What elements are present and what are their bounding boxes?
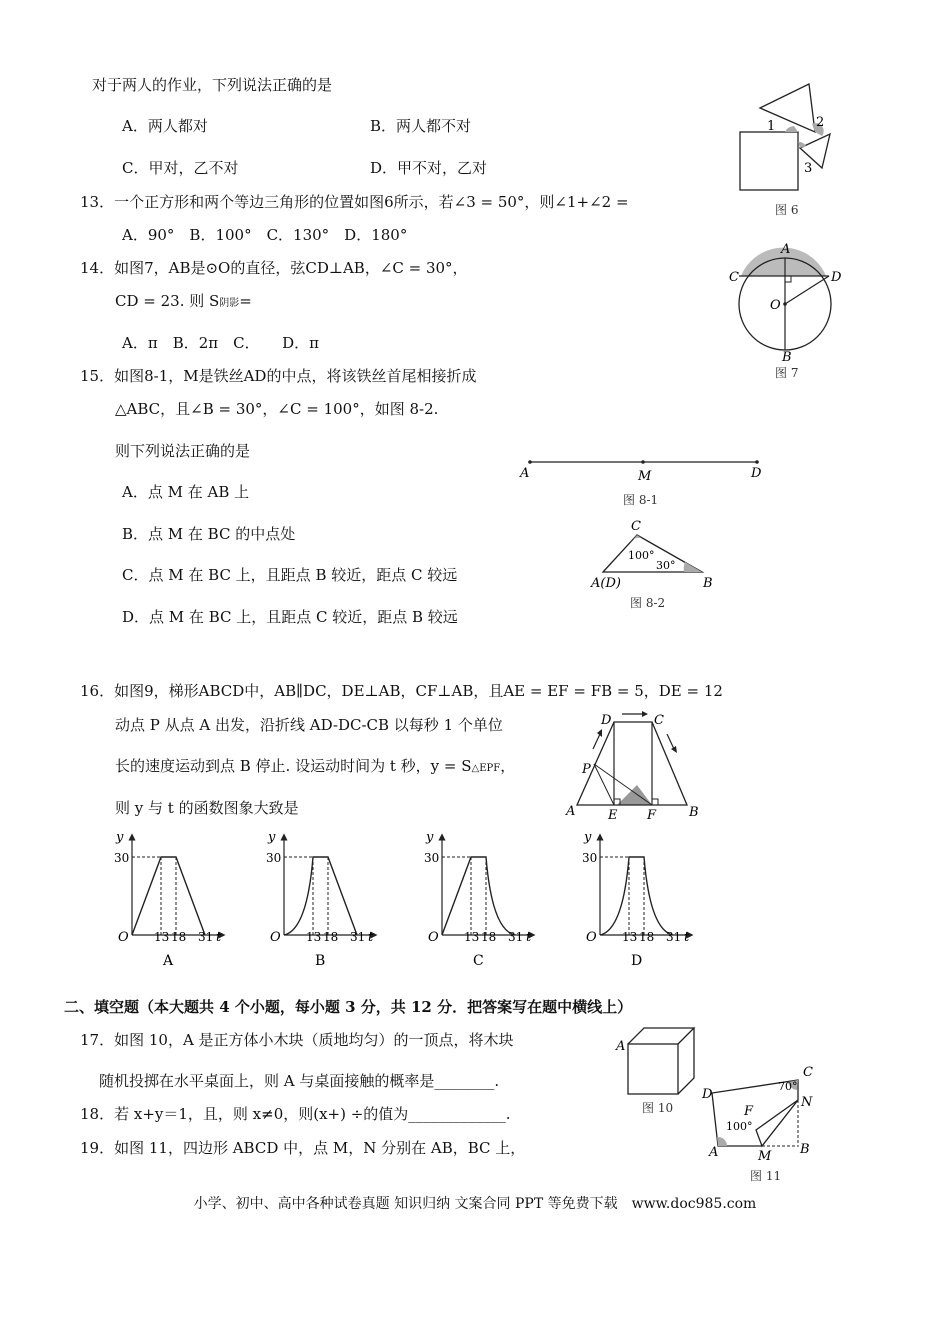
fig11-label-f: F — [744, 1104, 754, 1119]
graph-d-tick-30: 30 — [582, 851, 598, 865]
fig81-point-a — [528, 460, 532, 464]
graph-d-curve — [600, 857, 673, 935]
graph-d-y-label: y — [584, 830, 592, 845]
q12-option-d: D．甲不对，乙对 — [370, 159, 488, 177]
fig6-label-1: 1 — [767, 119, 776, 134]
fig6-square — [740, 132, 798, 190]
q15-option-a: A．点 M 在 AB 上 — [122, 483, 250, 501]
graph-d-t-label: t — [684, 930, 690, 945]
graph-a-tick-18: 18 — [171, 930, 187, 944]
fig11-label-b: B — [800, 1142, 810, 1157]
fig81-label-m: M — [638, 469, 652, 484]
fig9-label-d: D — [601, 713, 612, 728]
graph-b — [266, 830, 374, 969]
fig7-label-d: D — [831, 270, 842, 285]
figure-11 — [700, 1060, 820, 1185]
q12-option-c: C．甲对，乙不对 — [122, 159, 239, 177]
graph-b-tick-30: 30 — [266, 851, 282, 865]
figure-9 — [562, 707, 702, 822]
graph-c-curve — [442, 857, 515, 935]
fig9-arrow-cb — [667, 734, 674, 749]
figure-10 — [612, 1022, 702, 1117]
page-footer: 小学、初中、高中各种试卷真题 知识归纳 文案合同 PPT 等免费下载 www.doc985.com — [193, 1196, 757, 1212]
graph-c-origin: O — [428, 930, 439, 945]
fig7-label-b: B — [782, 350, 792, 365]
fig82-angle-c-value: 100° — [628, 549, 655, 562]
fig82-label-b: B — [703, 576, 713, 591]
fig11-angle-c-value: 70° — [778, 1080, 798, 1093]
graph-c-tick-18: 18 — [481, 930, 497, 944]
graph-a-y-label: y — [116, 830, 124, 845]
q18-stem: 18．若 x+y＝1，且，则 x≠0，则(x+) ÷的值为_____________. — [80, 1105, 511, 1123]
fig81-caption: 图 8-1 — [623, 493, 659, 507]
fig11-label-n: N — [801, 1095, 813, 1110]
q12-prompt: 对于两人的作业，下列说法正确的是 — [92, 76, 333, 94]
fig10-label-a: A — [616, 1039, 626, 1054]
graph-b-tick-31: 31 — [350, 930, 366, 944]
q12-option-b: B．两人都不对 — [370, 117, 472, 135]
fig9-arrow-ad — [593, 734, 600, 749]
graph-d-caption: D — [631, 953, 643, 969]
graph-c-y-label: y — [426, 830, 434, 845]
fig82-label-c: C — [631, 519, 641, 534]
fig81-point-m — [641, 460, 645, 464]
graph-d-tick-13: 13 — [622, 930, 638, 944]
q15-stem-line1: 15．如图8-1，M是铁丝AD的中点，将该铁丝首尾相接折成 — [80, 367, 477, 385]
fig7-center-point — [783, 302, 787, 306]
fig7-label-o: O — [770, 298, 781, 313]
graph-c-t-label: t — [526, 930, 532, 945]
fig11-caption: 图 11 — [750, 1169, 782, 1183]
graph-c-caption: C — [473, 953, 484, 969]
fig7-right-angle-mark — [785, 276, 791, 282]
graph-b-curve — [284, 857, 357, 935]
graph-d — [582, 830, 690, 969]
graph-a-curve — [132, 857, 205, 935]
q13-options: A．90° B．100° C．130° D．180° — [122, 226, 408, 244]
fig9-label-a: A — [566, 804, 576, 819]
graph-a-origin: O — [118, 930, 129, 945]
fig9-label-p: P — [582, 762, 591, 777]
fig9-label-f: F — [647, 808, 657, 822]
fig6-label-3: 3 — [804, 161, 813, 176]
graph-b-y-label: y — [268, 830, 276, 845]
fig7-caption: 图 7 — [775, 366, 799, 380]
fig82-caption: 图 8-2 — [630, 596, 666, 610]
graph-d-tick-18: 18 — [639, 930, 655, 944]
figure-8-1 — [515, 452, 775, 512]
fig10-cube-front — [628, 1044, 678, 1094]
q16-stem-line4: 则 y 与 t 的函数图象大致是 — [115, 799, 299, 817]
graph-b-origin: O — [270, 930, 281, 945]
fig82-label-ad: A(D) — [591, 576, 621, 591]
q14-stem2-main: CD = 23. 则 S — [115, 292, 220, 310]
fig9-label-e: E — [608, 808, 618, 822]
fig11-label-c: C — [803, 1065, 813, 1080]
graph-d-tick-31: 31 — [666, 930, 682, 944]
q16-stem-line2: 动点 P 从点 A 出发，沿折线 AD-DC-CB 以每秒 1 个单位 — [115, 716, 503, 734]
section2-title: 二、填空题（本大题共 4 个小题，每小题 3 分，共 12 分．把答案写在题中横线上） — [64, 998, 633, 1016]
fig7-radius-od — [785, 276, 829, 304]
graph-c — [424, 830, 532, 969]
q15-stem-line2: △ABC，且∠B = 30°，∠C = 100°，如图 8-2. — [115, 400, 439, 418]
q16-stem3-subscript: △EPF — [471, 763, 501, 774]
graph-b-tick-13: 13 — [306, 930, 322, 944]
fig7-label-c: C — [729, 270, 739, 285]
q12-option-a: A．两人都对 — [122, 117, 208, 135]
fig9-arrowhead-cb — [671, 746, 677, 753]
q15-option-c: C．点 M 在 BC 上，且距点 B 较近，距点 C 较远 — [122, 566, 458, 584]
q17-stem-line2: 随机投掷在水平桌面上，则 A 与桌面接触的概率是________. — [99, 1072, 500, 1090]
graph-c-tick-13: 13 — [464, 930, 480, 944]
graph-d-origin: O — [586, 930, 597, 945]
fig9-arrowhead-dc — [642, 711, 648, 717]
q14-options: A．π B．2π C． D．π — [122, 334, 319, 352]
q14-stem2-subscript: 阴影 — [219, 298, 240, 309]
fig11-angle-a-value: 100° — [726, 1120, 753, 1133]
fig11-label-a: A — [709, 1145, 719, 1160]
q16-stem-line1: 16．如图9，梯形ABCD中，AB∥DC，DE⊥AB，CF⊥AB，且AE = EF = FB = 5，DE = 12 — [80, 682, 723, 700]
fig10-cube-side — [678, 1028, 694, 1094]
fig6-angle3-mark — [798, 142, 806, 148]
fig7-label-a: A — [781, 242, 791, 257]
fig9-segment-pf — [594, 764, 652, 805]
graph-a-tick-31: 31 — [198, 930, 214, 944]
graph-a — [114, 830, 222, 969]
graph-b-tick-18: 18 — [323, 930, 339, 944]
fig9-label-b: B — [689, 805, 699, 820]
graph-c-tick-31: 31 — [508, 930, 524, 944]
fig9-right-angle-f — [652, 799, 658, 805]
q16-stem-line3 — [115, 756, 515, 779]
graph-a-t-label: t — [216, 930, 222, 945]
q14-stem-line1: 14．如图7，AB是⊙O的直径，弦CD⊥AB，∠C = 30°， — [80, 259, 468, 277]
fig6-caption: 图 6 — [775, 203, 799, 217]
q13-stem: 13．一个正方形和两个等边三角形的位置如图6所示，若∠3 = 50°，则∠1+∠2 = — [80, 193, 629, 211]
q17-stem-line1: 17．如图 10，A 是正方体小木块（质地均匀）的一顶点，将木块 — [80, 1031, 514, 1049]
figure-6 — [730, 78, 840, 223]
fig10-caption: 图 10 — [642, 1101, 674, 1115]
q15-option-d: D．点 M 在 BC 上，且距点 C 较近，距点 B 较远 — [122, 608, 458, 626]
fig9-segment-pe — [594, 764, 614, 805]
graph-a-tick-30: 30 — [114, 851, 130, 865]
graph-b-t-label: t — [368, 930, 374, 945]
fig9-label-c: C — [654, 713, 664, 728]
figure-7 — [725, 238, 850, 383]
graph-c-tick-30: 30 — [424, 851, 440, 865]
fig81-label-a: A — [520, 466, 530, 481]
graph-b-caption: B — [315, 953, 326, 969]
fig82-angle-b-mark — [684, 562, 702, 572]
graph-a-tick-13: 13 — [154, 930, 170, 944]
fig10-cube-top — [628, 1028, 694, 1044]
answer-graphs — [110, 825, 710, 975]
fig6-label-2: 2 — [816, 115, 825, 130]
q16-stem3-end: ， — [500, 757, 516, 775]
q15-option-b: B．点 M 在 BC 的中点处 — [122, 525, 296, 543]
q14-stem-line2 — [115, 291, 252, 314]
fig81-point-d — [755, 460, 759, 464]
fig11-fold-line-mn — [762, 1100, 798, 1146]
q16-stem3-main: 长的速度运动到点 B 停止. 设运动时间为 t 秒，y = S — [115, 757, 472, 775]
fig11-triangle-fmn — [756, 1100, 798, 1146]
graph-a-caption: A — [163, 953, 174, 969]
fig11-label-m: M — [758, 1149, 772, 1164]
figure-8-2 — [585, 515, 725, 615]
fig9-shaded-triangle-epf — [617, 785, 652, 805]
fig81-label-d: D — [751, 466, 762, 481]
q14-stem2-end: = — [239, 292, 252, 310]
fig11-angle-a-mark — [717, 1137, 727, 1146]
q15-stem-line3: 则下列说法正确的是 — [115, 442, 251, 460]
fig6-angle1-mark — [785, 126, 798, 132]
fig82-angle-b-value: 30° — [656, 559, 676, 572]
fig11-label-d: D — [702, 1087, 713, 1102]
q19-stem: 19．如图 11，四边形 ABCD 中，点 M，N 分别在 AB，BC 上， — [80, 1139, 526, 1157]
